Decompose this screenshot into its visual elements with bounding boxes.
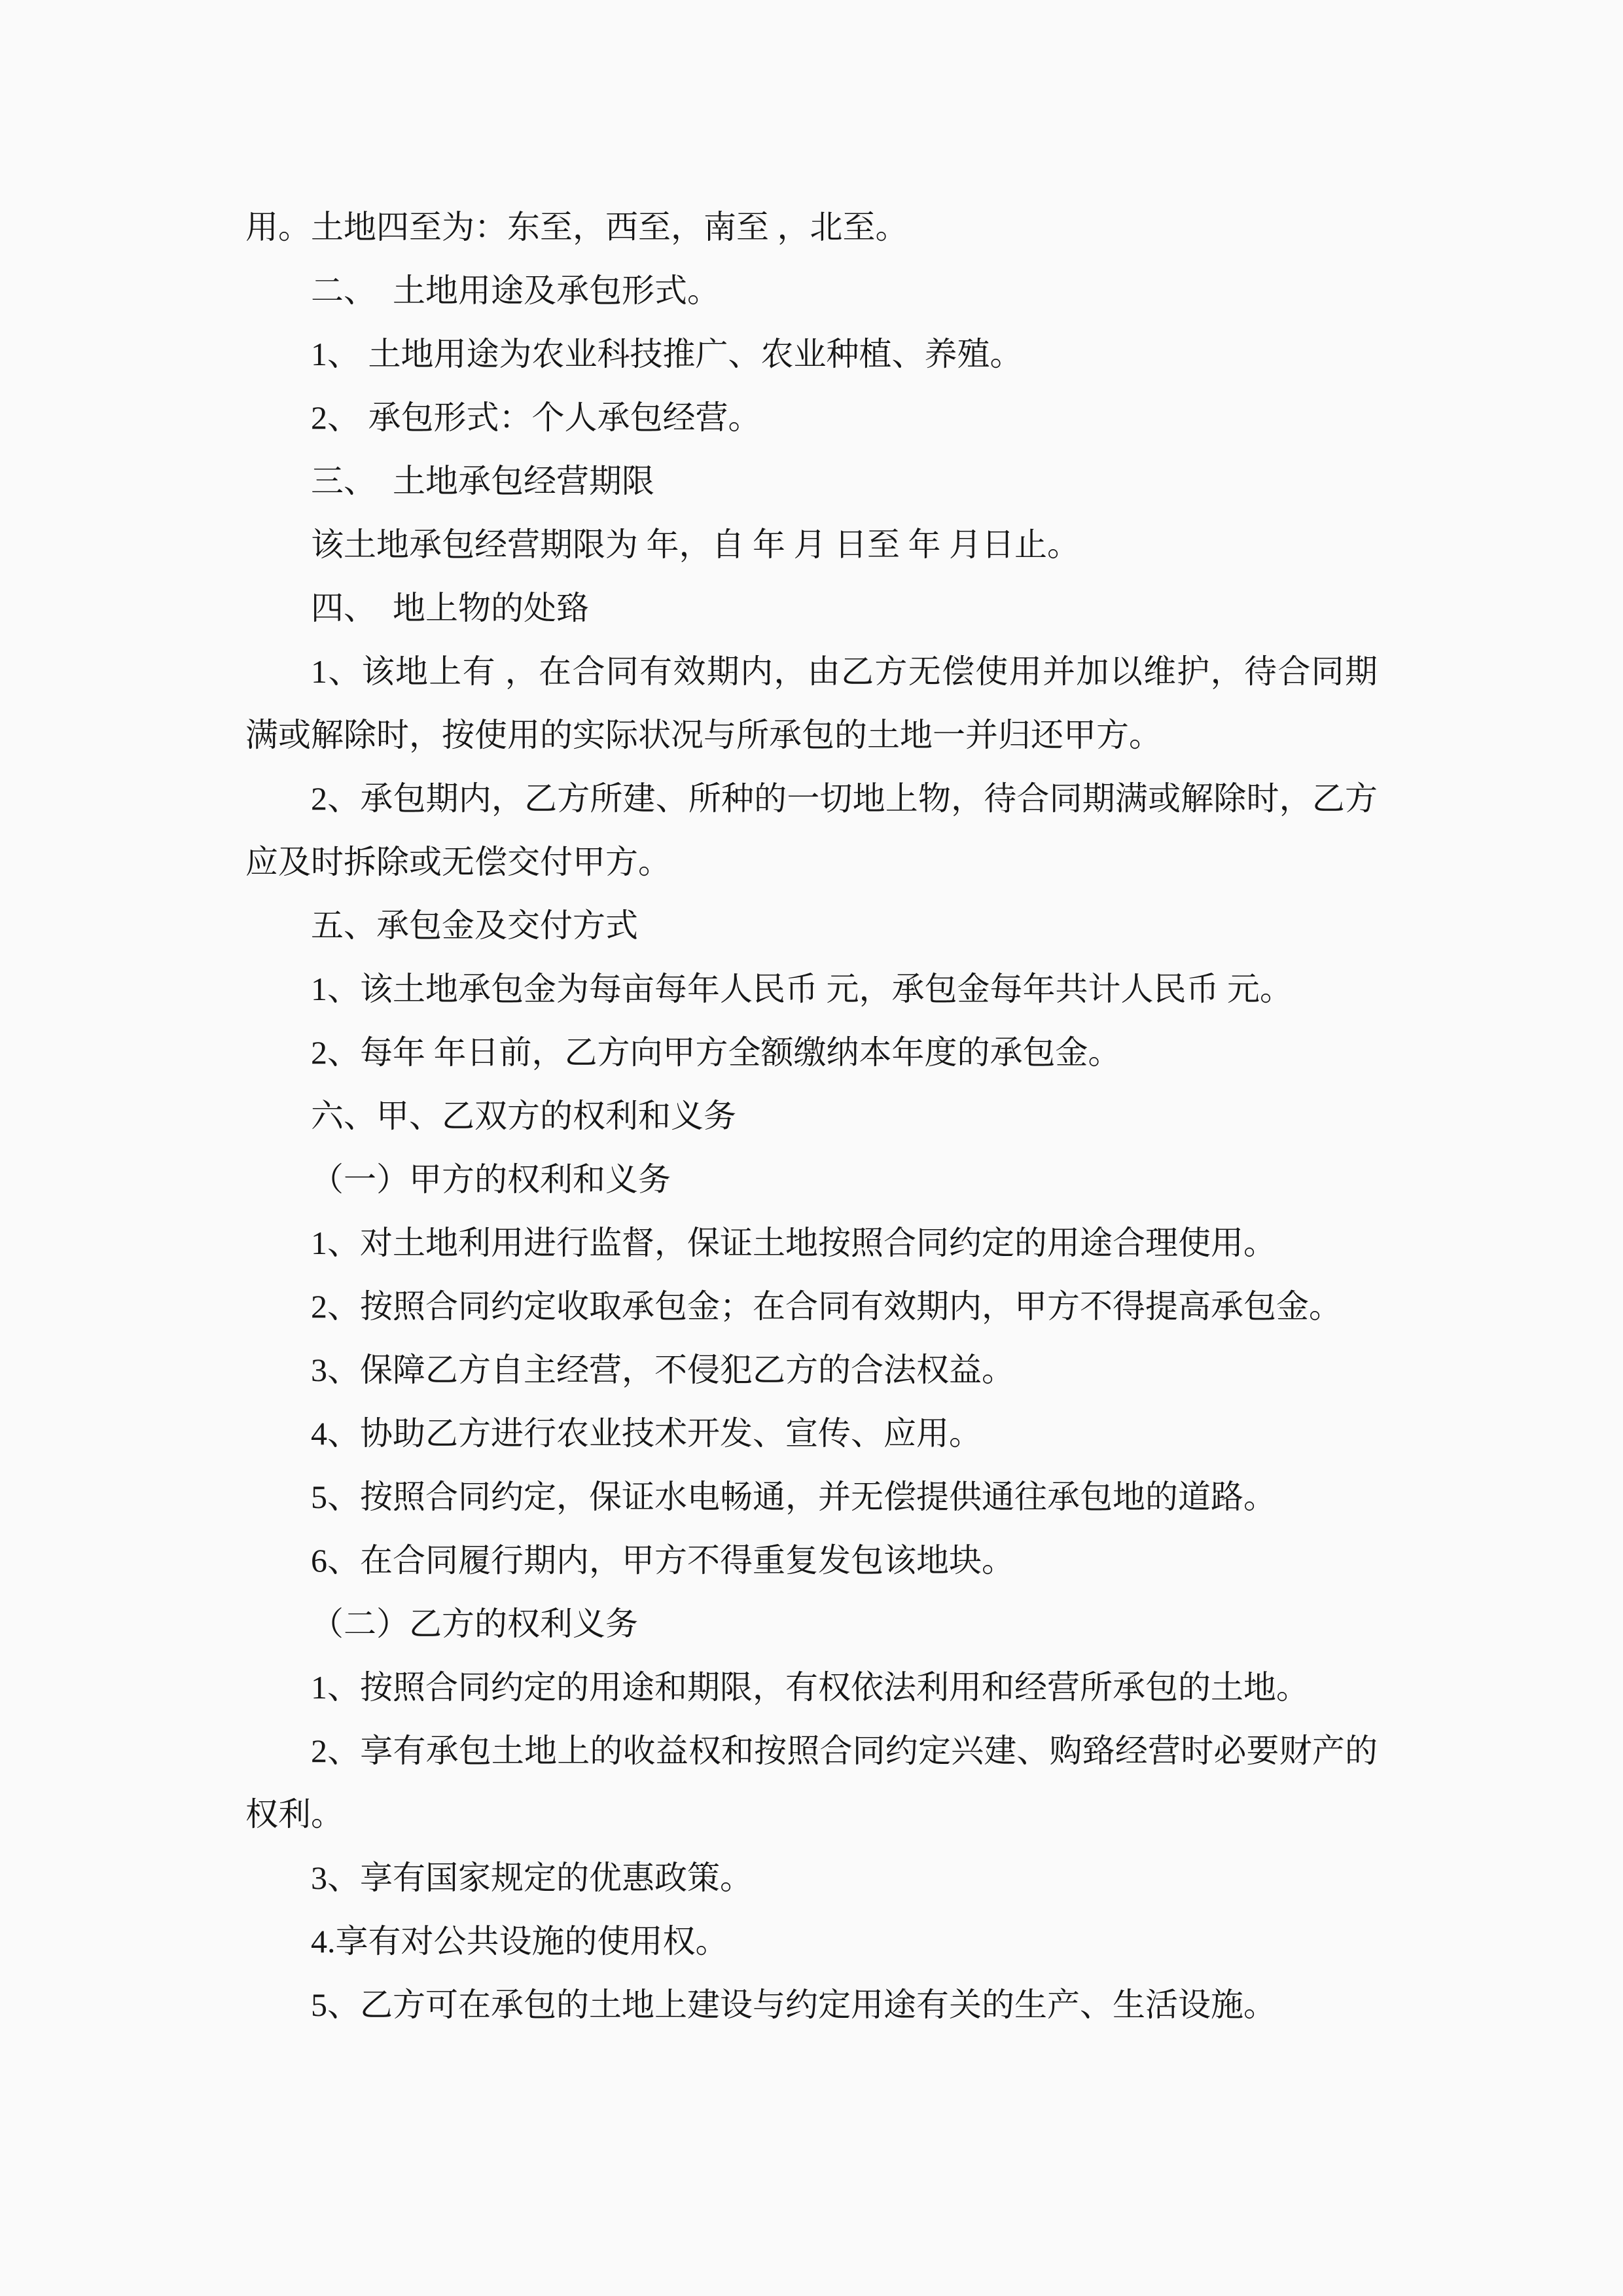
contract-paragraph: 1、该土地承包金为每亩每年人民币 元，承包金每年共计人民币 元。 [311, 971, 1293, 1007]
contract-paragraph: 3、享有国家规定的优惠政策。 [311, 1859, 753, 1896]
contract-paragraph: 二、 土地用途及承包形式。 [311, 272, 720, 309]
contract-paragraph: 5、乙方可在承包的土地上建设与约定用途有关的生产、生活设施。 [311, 1986, 1276, 2023]
contract-paragraph: 三、 土地承包经营期限 [311, 463, 654, 499]
paragraph-list [245, 196, 1378, 2037]
contract-paragraph: 2、每年 年日前，乙方向甲方全额缴纳本年度的承包金。 [311, 1034, 1121, 1071]
contract-paragraph: （一）甲方的权利和义务 [311, 1161, 671, 1198]
contract-paragraph: 1、该地上有 ，在合同有效期内，由乙方无偿使用并加以维护，待合同期满或解除时，按使用的实际状况与所承包的土地一并归还甲方。 [245, 653, 1378, 753]
contract-paragraph: 2、按照合同约定收取承包金；在合同有效期内，甲方不得提高承包金。 [311, 1288, 1342, 1325]
contract-paragraph: 6、在合同履行期内，甲方不得重复发包该地块。 [311, 1542, 1014, 1579]
contract-paragraph: 该土地承包经营期限为 年，自 年 月 日至 年 月日止。 [311, 526, 1080, 563]
contract-paragraph: 1、按照合同约定的用途和期限，有权依法利用和经营所承包的土地。 [311, 1669, 1309, 1706]
contract-paragraph: 六、甲、乙双方的权利和义务 [311, 1098, 736, 1134]
contract-paragraph: 用。土地四至为：东至，西至，南至 ，北至。 [245, 209, 908, 245]
contract-paragraph: 五、承包金及交付方式 [311, 907, 638, 944]
contract-paragraph: 5、按照合同约定，保证水电畅通，并无偿提供通往承包地的道路。 [311, 1479, 1276, 1515]
contract-paragraph: 2、享有承包土地上的收益权和按照合同约定兴建、购臵经营时必要财产的权利。 [245, 1732, 1378, 1833]
contract-paragraph: 3、保障乙方自主经营，不侵犯乙方的合法权益。 [311, 1352, 1014, 1388]
contract-paragraph: 1、 土地用途为农业科技推广、农业种植、养殖。 [311, 336, 1023, 372]
contract-paragraph: 1、对土地利用进行监督，保证土地按照合同约定的用途合理使用。 [311, 1225, 1276, 1261]
contract-paragraph: 4.享有对公共设施的使用权。 [311, 1923, 728, 1960]
contract-paragraph: 4、协助乙方进行农业技术开发、宣传、应用。 [311, 1415, 982, 1452]
contract-paragraph: 2、 承包形式：个人承包经营。 [311, 399, 761, 436]
contract-paragraph: 四、 地上物的处臵 [311, 590, 589, 626]
contract-paragraph: 2、承包期内，乙方所建、所种的一切地上物，待合同期满或解除时，乙方应及时拆除或无偿交付甲方。 [245, 780, 1378, 880]
contract-paragraph: （二）乙方的权利义务 [311, 1605, 638, 1642]
